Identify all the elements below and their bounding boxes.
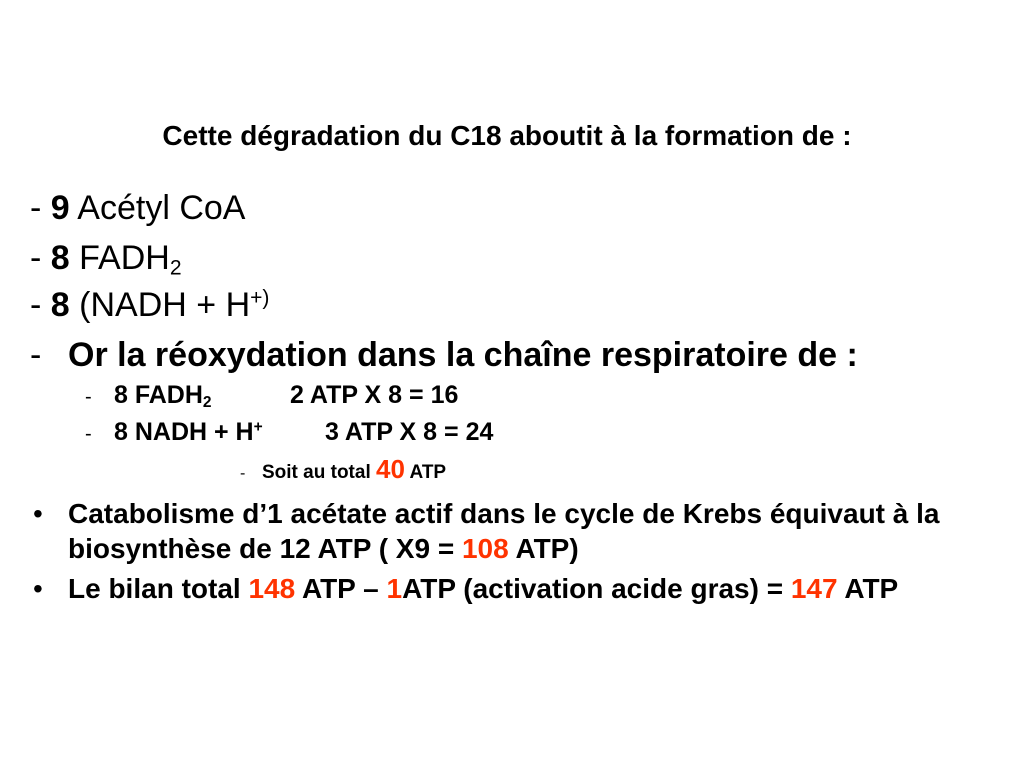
- heading-text: Or la réoxydation dans la chaîne respiratoire de :: [68, 336, 858, 374]
- bilan-text-1: ATP –: [301, 573, 379, 604]
- highlight-value: 148: [248, 573, 296, 604]
- list-item-acetyl-coa: [30, 188, 245, 229]
- sub-item-superscript: +: [253, 418, 263, 436]
- sub-item-subscript: 2: [202, 393, 212, 411]
- bilan-suffix: ATP: [844, 573, 899, 604]
- item-superscript: +): [250, 286, 270, 310]
- sub-item-label-text: 8 FADH: [114, 381, 203, 409]
- reoxidation-heading: [30, 335, 858, 376]
- item-count: 8: [50, 239, 70, 277]
- item-text: FADH: [79, 239, 170, 277]
- bullet-line-2-prefix: biosynthèse de 12 ATP ( X9 =: [68, 533, 455, 564]
- list-dash: -: [30, 286, 42, 324]
- sub-item-calc: 3 ATP X 8 = 24: [325, 418, 494, 446]
- list-dash: -: [30, 336, 42, 374]
- total-prefix: Soit au total: [262, 462, 371, 483]
- total-value: 40: [376, 454, 405, 484]
- highlight-value: 1: [386, 573, 403, 604]
- sub-dash: -: [85, 386, 92, 408]
- sub-dash: -: [85, 423, 92, 445]
- bullet-marker: •: [33, 498, 43, 529]
- list-dash: -: [30, 239, 42, 277]
- list-item-nadh: [30, 285, 269, 326]
- bullet-item-bilan: [33, 571, 898, 606]
- item-count: 8: [50, 286, 70, 324]
- slide-title: Cette dégradation du C18 aboutit à la formation de :: [162, 120, 852, 151]
- total-dash: -: [240, 465, 246, 482]
- bullet-line-2: [68, 531, 939, 566]
- sub-item-calc: 2 ATP X 8 = 16: [290, 381, 459, 409]
- bilan-text-2: ATP (activation acide gras) =: [402, 573, 784, 604]
- highlight-value: 108: [461, 533, 509, 564]
- bullet-line-1: Catabolisme d’1 acétate actif dans le cycle de Krebs équivaut à la: [68, 498, 940, 529]
- sub-item-label: [114, 417, 325, 447]
- bullet-item-catabolisme: [33, 496, 939, 566]
- item-text: (NADH + H: [79, 286, 251, 324]
- sub-item-label: [114, 380, 290, 410]
- item-count: 9: [50, 189, 70, 227]
- sub-item-label-text: 8 NADH + H: [114, 418, 254, 446]
- total-line: [240, 454, 447, 489]
- sub-item-fadh2: [85, 380, 458, 410]
- bullet-text: [33, 571, 898, 606]
- bilan-prefix: Le bilan total: [68, 573, 241, 604]
- list-dash: -: [30, 189, 42, 227]
- item-subscript: 2: [169, 256, 182, 280]
- bullet-marker: •: [33, 573, 43, 604]
- total-unit: ATP: [409, 462, 447, 483]
- bullet-text: [33, 496, 939, 566]
- highlight-value: 147: [790, 573, 838, 604]
- bullet-line-2-suffix: ATP): [515, 533, 579, 564]
- sub-item-nadh: [85, 417, 493, 447]
- item-text: Acétyl CoA: [77, 189, 246, 227]
- list-item-fadh2: [30, 238, 182, 279]
